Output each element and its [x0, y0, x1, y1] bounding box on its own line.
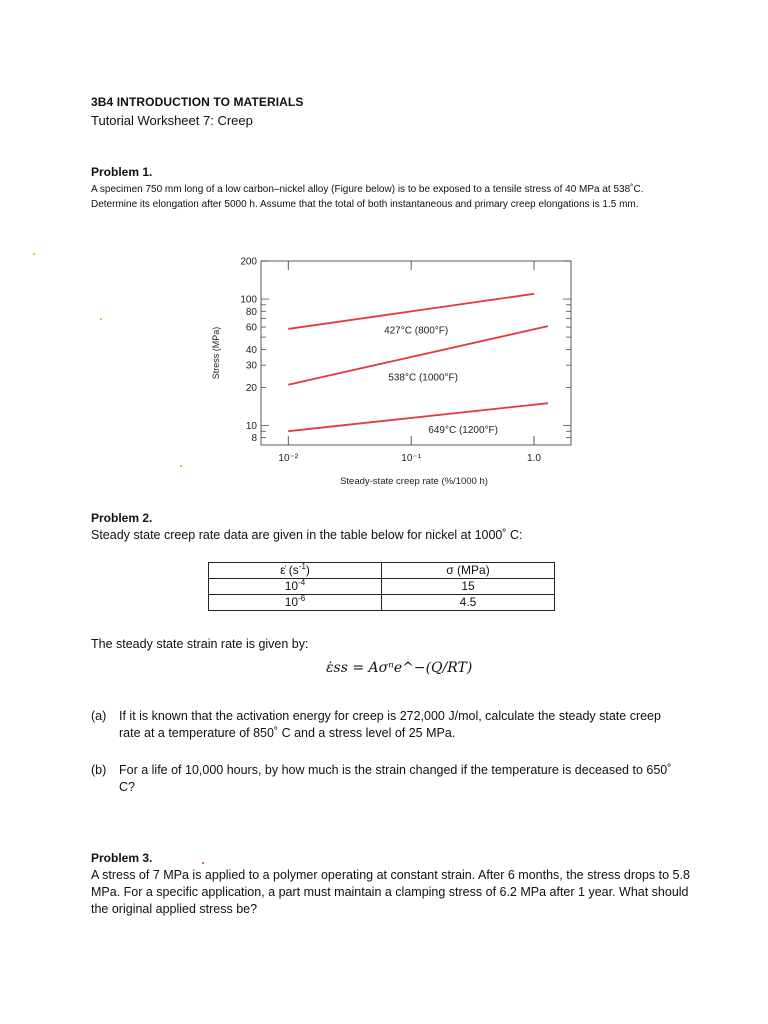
- x-axis-label: Steady-state creep rate (%/1000 h): [340, 476, 488, 487]
- scan-mark: [180, 465, 182, 467]
- course-title: 3B4 INTRODUCTION TO MATERIALS: [91, 95, 304, 109]
- y-axis-ticks: [240, 257, 571, 445]
- stress-cell: 15: [382, 579, 555, 595]
- problem2-intro: Steady state creep rate data are given in the table below for nickel at 1000˚ C:: [91, 528, 523, 542]
- x-tick-label: 1.0: [527, 453, 541, 464]
- part-b-label: (b): [91, 763, 107, 777]
- y-tick-label: 20: [245, 382, 257, 394]
- y-tick-label: 40: [245, 344, 257, 356]
- problem3-text: A stress of 7 MPa is applied to a polymer operating at constant strain. After 6 months, the stress drops to 5.8 MPa. For a specific application, a part must maintain a clamping stress of 6.2 MPa after 1 year. What should the original applied stress be?: [91, 868, 690, 916]
- worksheet-subtitle: Tutorial Worksheet 7: Creep: [91, 113, 253, 128]
- rate-cell: $10^{-4}$: [209, 579, 382, 595]
- part-b: [91, 762, 691, 796]
- table-header-row: [209, 563, 555, 579]
- series-line: [288, 294, 534, 329]
- y-tick-label: 100: [240, 294, 257, 306]
- rate-cell: $10^{-6}$: [209, 595, 382, 611]
- table-row: [209, 579, 555, 595]
- strain-rate-formula: ε̇ss = Aσⁿe^−(Q/RT): [326, 660, 473, 676]
- problem1-text: A specimen 750 mm long of a low carbon–nickel alloy (Figure below) is to be exposed to a tensile stress of 40 MPa at 538˚C. Determine its elongation after 5000 h. Assume that the total of both instantaneous and primary creep elongations is 1.5 mm.: [91, 184, 644, 210]
- part-a-text: If it is known that the activation energy for creep is 272,000 J/mol, calculate the steady state creep rate at a temperature of 850˚ C and a stress level of 25 MPa.: [119, 709, 661, 740]
- y-tick-label: 60: [245, 322, 257, 334]
- part-b-text: For a life of 10,000 hours, by how much is the strain changed if the temperature is deceased to 650˚ C?: [119, 763, 672, 794]
- y-tick-label: 30: [245, 360, 257, 372]
- creep-data-table: [208, 562, 555, 611]
- header-strain-rate: ε̇ $(s^{-1})$: [209, 563, 382, 579]
- stress-cell: 4.5: [382, 595, 555, 611]
- y-axis-label: Stress (MPa): [211, 326, 221, 380]
- creep-chart: [200, 250, 580, 495]
- x-axis-ticks: [278, 261, 541, 464]
- scan-mark: [202, 862, 204, 864]
- scan-mark: [100, 318, 102, 320]
- y-tick-label: 80: [245, 306, 257, 318]
- series-label: 649°C (1200°F): [428, 425, 498, 437]
- scan-mark: [33, 253, 35, 255]
- problem1-heading: Problem 1.: [91, 165, 153, 179]
- formula-intro: The steady state strain rate is given by:: [91, 637, 309, 651]
- x-tick-label: 10⁻²: [278, 453, 299, 464]
- header-stress: σ (MPa): [382, 563, 555, 579]
- problem3-heading: Problem 3.: [91, 851, 153, 865]
- series-line: [288, 403, 548, 431]
- part-a: [91, 708, 691, 742]
- x-tick-label: 10⁻¹: [401, 453, 422, 464]
- y-tick-label: 10: [245, 420, 257, 432]
- table-row: [209, 595, 555, 611]
- chart-series: [288, 294, 548, 436]
- y-tick-label: 200: [240, 256, 257, 268]
- y-tick-label: 8: [251, 433, 257, 445]
- part-a-label: (a): [91, 709, 107, 723]
- problem2-heading: Problem 2.: [91, 511, 153, 525]
- series-label: 427°C (800°F): [384, 325, 449, 337]
- series-label: 538°C (1000°F): [388, 372, 458, 384]
